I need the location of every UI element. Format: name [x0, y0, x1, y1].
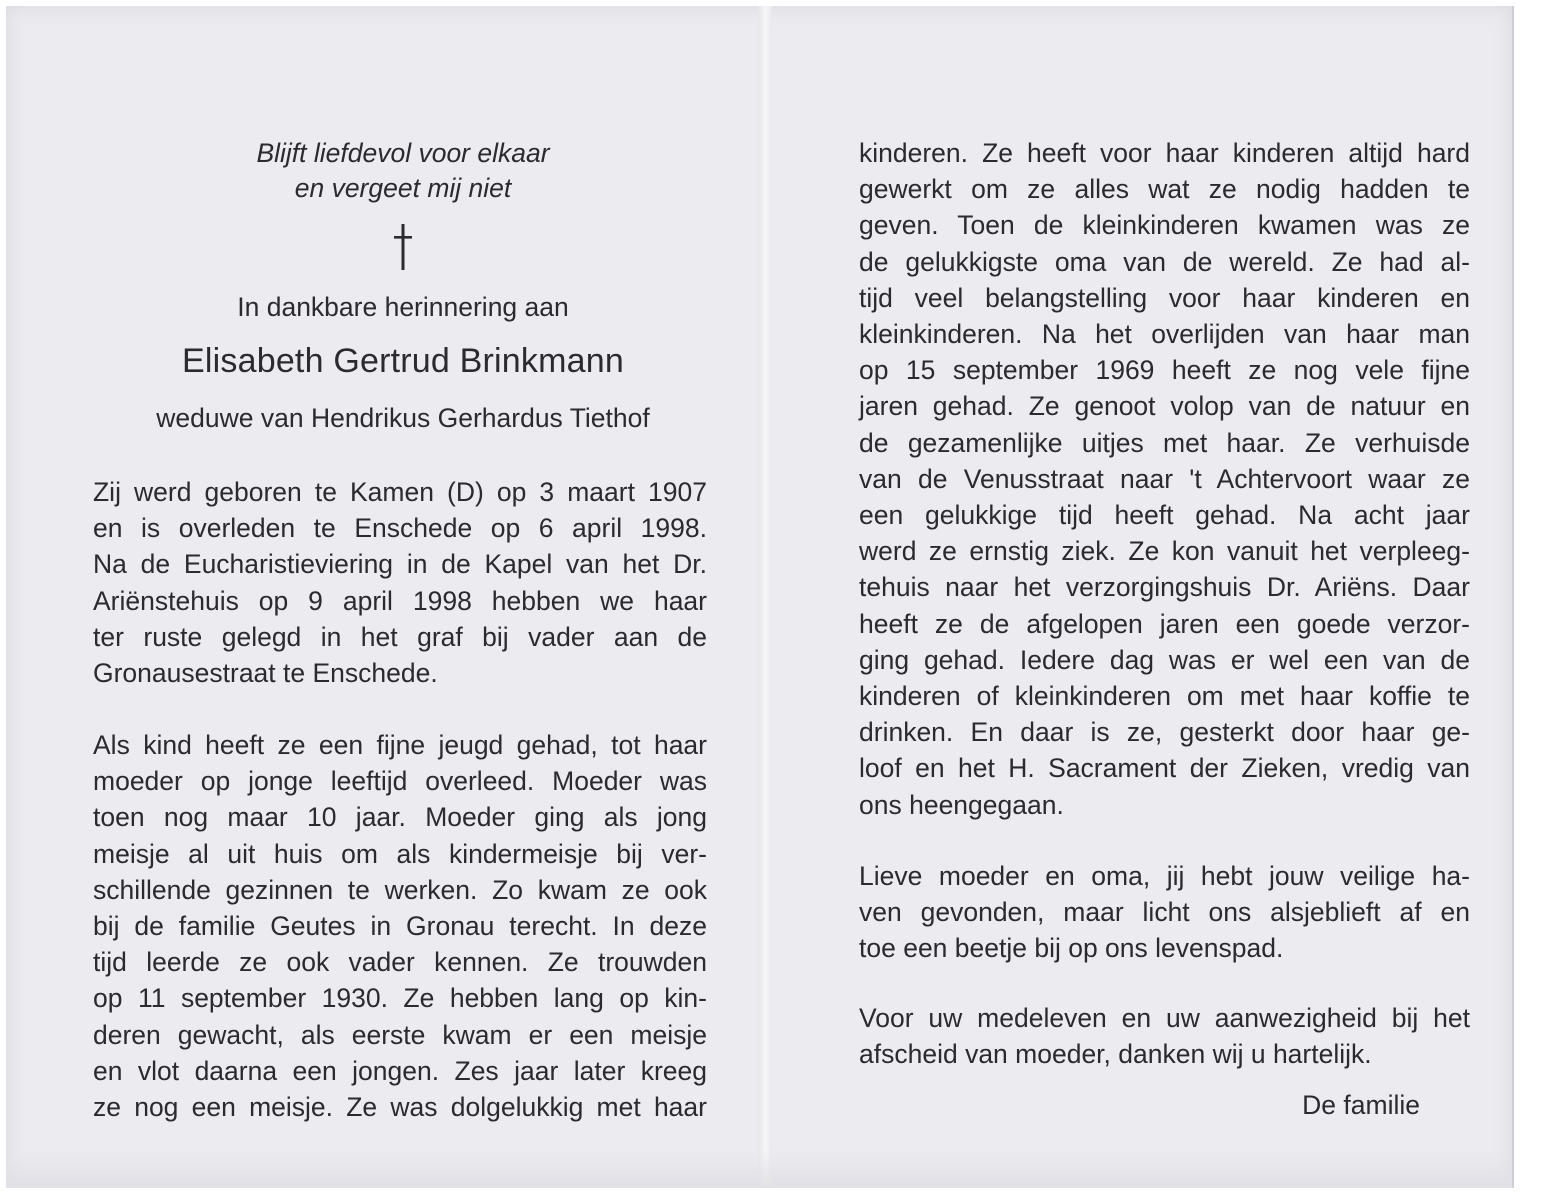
text-line: van de Venusstraat naar 't Achtervoort waar ze [859, 463, 1470, 494]
text-line: en is overleden te Enschede op 6 april 1998. [93, 513, 707, 544]
text-line: Na de Eucharistieviering in de Kapel van het Dr. [93, 549, 707, 580]
text-line: toen nog maar 10 jaar. Moeder ging als jong [93, 802, 707, 833]
motto-line: Blijft liefdevol voor elkaar [256, 138, 550, 168]
text-line: op 15 september 1969 heeft ze nog vele fijne [859, 355, 1470, 386]
text-line: schillende gezinnen te werken. Zo kwam ze ook [93, 874, 707, 905]
text-line: toe een beetje bij op ons levenspad. [859, 933, 1284, 964]
cross-icon [376, 222, 430, 272]
text-line: tijd leerde ze ook vader kennen. Ze trouwden [93, 947, 707, 978]
paragraph-thanks [859, 1000, 1470, 1072]
text-line: heeft ze de afgelopen jaren een goede verzor- [859, 608, 1470, 639]
deceased-name: Elisabeth Gertrud Brinkmann [182, 342, 624, 380]
text-line: de gezamenlijke uitjes met haar. Ze verhuisde [859, 427, 1470, 458]
text-line: ons heengegaan. [859, 789, 1064, 820]
card-bottom-shade [6, 1150, 1512, 1188]
text-line: werd ze ernstig ziek. Ze kon vanuit het verpleeg- [859, 536, 1470, 567]
text-line: een gelukkige tijd heeft gehad. Na acht jaar [859, 500, 1470, 531]
text-line: Zij werd geboren te Kamen (D) op 3 maart 1907 [93, 477, 707, 507]
text-line: kinderen. Ze heeft voor haar kinderen altijd hard [859, 138, 1470, 168]
text-line: deren gewacht, als eerste kwam er een meisje [93, 1019, 707, 1050]
text-line: en vlot daarna een jongen. Zes jaar later kreeg [93, 1055, 707, 1086]
text-line: tehuis naar het verzorgingshuis Dr. Ariëns. Daar [859, 572, 1470, 603]
text-line: Als kind heeft ze een fijne jeugd gehad, tot haar [93, 730, 707, 760]
text-line: gewerkt om ze alles wat ze nodig hadden te [859, 174, 1470, 205]
motto [160, 136, 646, 206]
text-line: drinken. En daar is ze, gesterkt door haar ge- [859, 717, 1470, 748]
paragraph-life-story-continued [859, 135, 1470, 823]
text-line: jaren gehad. Ze genoot volop van de natuur en [859, 391, 1470, 422]
text-line: tijd veel belangstelling voor haar kinderen en [859, 282, 1470, 313]
paragraph-birth-death [93, 474, 707, 691]
text-line: de gelukkigste oma van de wereld. Ze had al- [859, 246, 1470, 277]
text-line: Gronausestraat te Enschede. [93, 658, 438, 689]
text-line: meisje al uit huis om als kindermeisje bij ver- [93, 838, 707, 869]
text-line: moeder op jonge leeftijd overleed. Moeder was [93, 766, 707, 797]
text-line: loof en het H. Sacrament der Zieken, vredig van [859, 753, 1470, 784]
text-line: kinderen of kleinkinderen om met haar koffie te [859, 681, 1470, 712]
text-line: geven. Toen de kleinkinderen kwamen was ze [859, 210, 1470, 241]
text-line: op 11 september 1930. Ze hebben lang op kin- [93, 983, 707, 1014]
text-line: kleinkinderen. Na het overlijden van haar man [859, 319, 1470, 350]
widow-of: weduwe van Hendrikus Gerhardus Tiethof [156, 403, 650, 433]
text-line: ven gevonden, maar licht ons alsjeblieft af en [859, 897, 1470, 928]
cross-icon-vertical [402, 224, 405, 270]
text-line: Lieve moeder en oma, jij hebt jouw veilige ha- [859, 861, 1470, 891]
intro-text: In dankbare herinnering aan [237, 292, 569, 322]
signature: De familie [1302, 1090, 1420, 1120]
paragraph-life-story [93, 727, 707, 1125]
text-line: Ariënstehuis op 9 april 1998 hebben we haar [93, 585, 707, 616]
text-line: ging gehad. Iedere dag was er wel een van de [859, 644, 1470, 675]
text-line: bij de familie Geutes in Gronau terecht. In deze [93, 911, 707, 942]
paragraph-farewell [859, 858, 1470, 967]
text-line: ze nog een meisje. Ze was dolgelukkig met haar [93, 1092, 707, 1123]
text-line: Voor uw medeleven en uw aanwezigheid bij het [859, 1003, 1470, 1033]
motto-line: en vergeet mij niet [294, 173, 512, 203]
text-line: afscheid van moeder, danken wij u hartelijk. [859, 1039, 1372, 1070]
text-line: ter ruste gelegd in het graf bij vader aan de [93, 621, 707, 652]
cross-icon-horizontal [394, 236, 412, 239]
card-fold [758, 6, 772, 1186]
